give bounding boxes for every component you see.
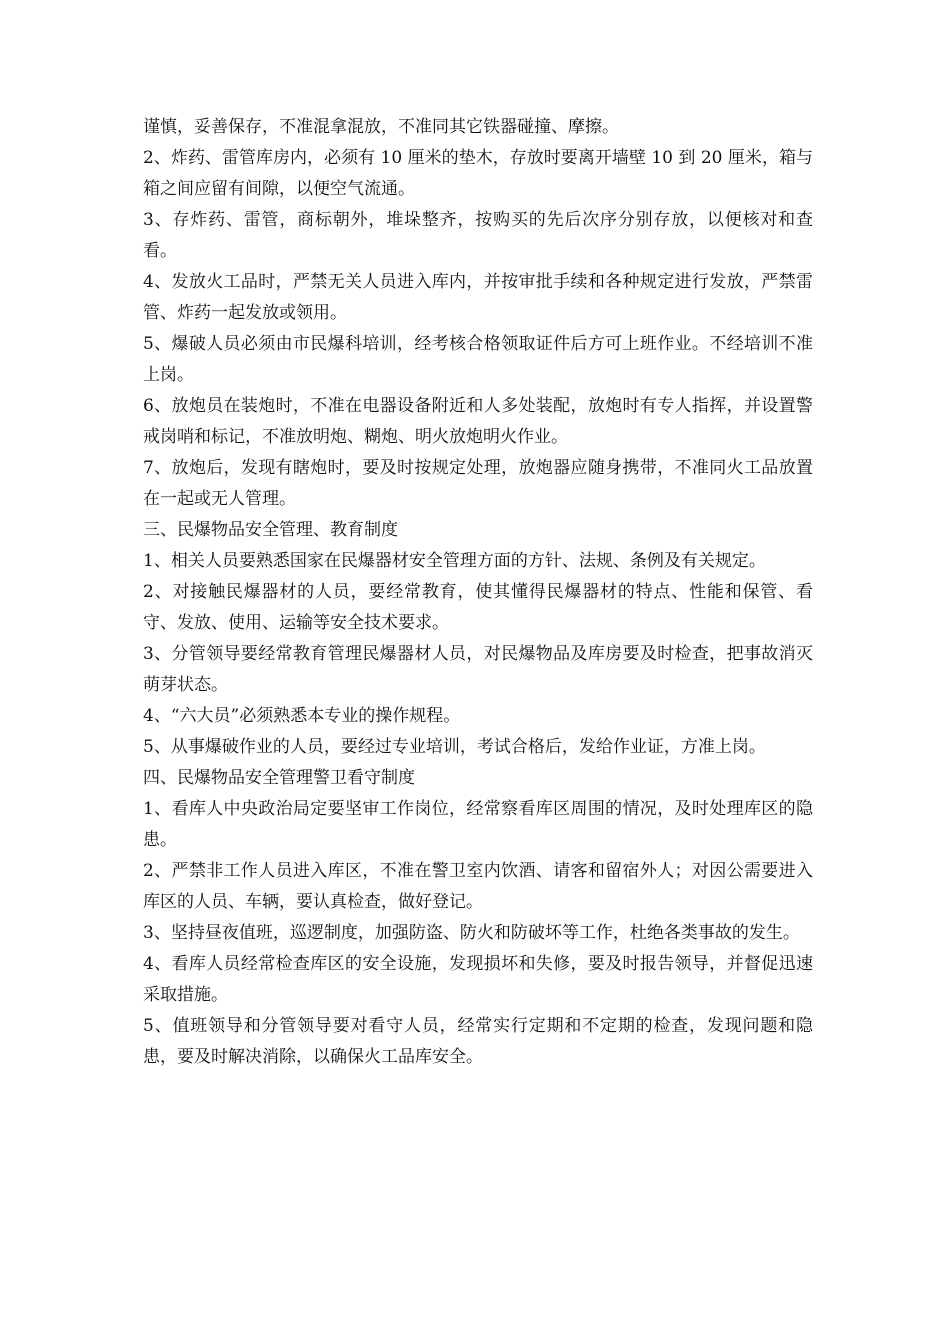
paragraph-rule-5: 5、爆破人员必须由市民爆科培训，经考核合格领取证件后方可上班作业。不经培训不准上岗。 bbox=[143, 334, 813, 385]
paragraph-rule-6: 6、放炮员在装炮时，不准在电器设备附近和人多处装配，放炮时有专人指挥，并设置警戒岗哨和标记，不准放明炮、糊炮、明火放炮明火作业。 bbox=[143, 396, 813, 447]
paragraph-rule-2: 2、炸药、雷管库房内，必须有 10 厘米的垫木，存放时要离开墙壁 10 到 20 厘米，箱与箱之间应留有间隙，以便空气流通。 bbox=[143, 148, 813, 199]
section-heading-guard: 四、民爆物品安全管理警卫看守制度 bbox=[143, 768, 415, 788]
paragraph-education-3: 3、分管领导要经常教育管理民爆器材人员，对民爆物品及库房要及时检查，把事故消灭萌芽状态。 bbox=[143, 644, 813, 695]
paragraph-guard-2: 2、严禁非工作人员进入库区，不准在警卫室内饮酒、请客和留宿外人；对因公需要进入库区的人员、车辆，要认真检查，做好登记。 bbox=[143, 861, 813, 912]
paragraph-continuation: 谨慎，妥善保存，不准混拿混放，不准同其它铁器碰撞、摩擦。 bbox=[143, 117, 619, 137]
paragraph-guard-3: 3、坚持昼夜值班，巡逻制度，加强防盗、防火和防破坏等工作，杜绝各类事故的发生。 bbox=[143, 923, 800, 943]
paragraph-education-4: 4、“六大员”必须熟悉本专业的操作规程。 bbox=[143, 706, 461, 726]
section-heading-education: 三、民爆物品安全管理、教育制度 bbox=[143, 520, 398, 540]
paragraph-rule-3: 3、存炸药、雷管，商标朝外，堆垛整齐，按购买的先后次序分别存放，以便核对和查看。 bbox=[143, 210, 813, 261]
paragraph-education-1: 1、相关人员要熟悉国家在民爆器材安全管理方面的方针、法规、条例及有关规定。 bbox=[143, 551, 766, 571]
paragraph-guard-4: 4、看库人员经常检查库区的安全设施，发现损坏和失修，要及时报告领导，并督促迅速采取措施。 bbox=[143, 954, 813, 1005]
paragraph-education-5: 5、从事爆破作业的人员，要经过专业培训，考试合格后，发给作业证，方准上岗。 bbox=[143, 737, 766, 757]
paragraph-guard-1: 1、看库人中央政治局定要坚审工作岗位，经常察看库区周围的情况，及时处理库区的隐患。 bbox=[143, 799, 813, 850]
document-body bbox=[143, 112, 813, 1073]
paragraph-rule-4: 4、发放火工品时，严禁无关人员进入库内，并按审批手续和各种规定进行发放，严禁雷管、炸药一起发放或领用。 bbox=[143, 272, 813, 323]
paragraph-guard-5: 5、值班领导和分管领导要对看守人员，经常实行定期和不定期的检查，发现问题和隐患，要及时解决消除，以确保火工品库安全。 bbox=[143, 1016, 813, 1067]
paragraph-education-2: 2、对接触民爆器材的人员，要经常教育，使其懂得民爆器材的特点、性能和保管、看守、发放、使用、运输等安全技术要求。 bbox=[143, 582, 813, 633]
paragraph-rule-7: 7、放炮后，发现有瞎炮时，要及时按规定处理，放炮器应随身携带，不准同火工品放置在一起或无人管理。 bbox=[143, 458, 813, 509]
